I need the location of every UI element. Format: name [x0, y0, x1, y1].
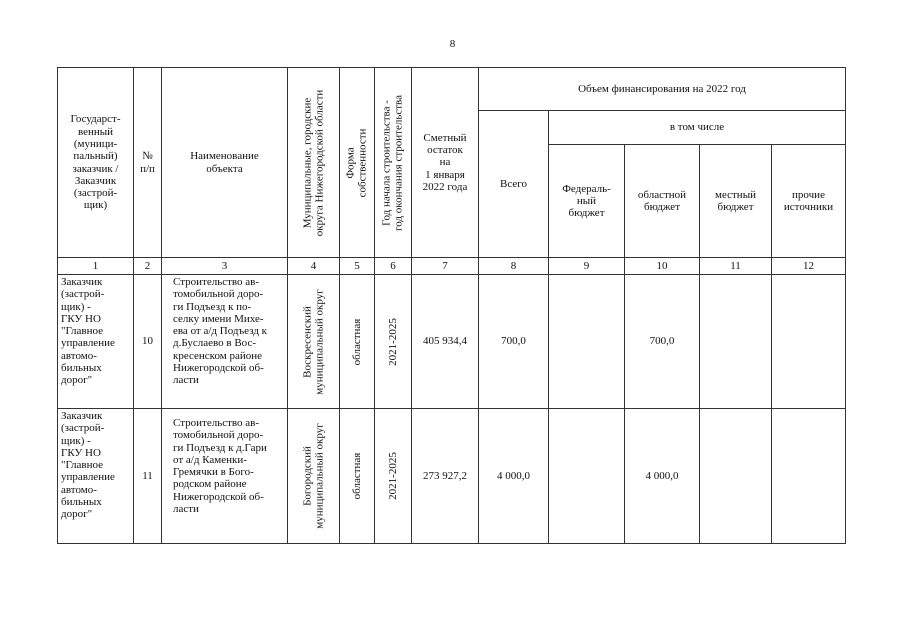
- row-customer-text: Заказчик (застрой- щик) - ГКУ НО "Главное управление автомо- бильных дорог": [61, 276, 115, 387]
- row-total: 4 000,0: [479, 409, 549, 544]
- header-including: в том числе: [669, 121, 725, 134]
- column-number: 11: [700, 258, 772, 275]
- row-balance: 273 927,2: [412, 409, 479, 544]
- financing-table: [57, 67, 846, 544]
- row-object-name-text: Строительство ав- томобильной доро- ги Подъезд к по- селку имени Михе- ева от а/д Подъезд к д.Буслаево в Вос- кресенском районе Нижегородской об- ласти: [173, 276, 268, 387]
- header-total: Всего: [500, 177, 527, 190]
- row-no: 10: [134, 275, 162, 409]
- row-customer: [58, 275, 134, 409]
- header-local-cell: [700, 145, 772, 258]
- header-object-name: Наименование объекта: [190, 150, 259, 175]
- row-regional: 4 000,0: [625, 409, 700, 544]
- row-years: [375, 409, 412, 544]
- row-ownership: [340, 275, 375, 409]
- row-federal: [549, 275, 625, 409]
- row-object-name-text: Строительство ав- томобильной доро- ги Подъезд к д.Гари от а/д Каменки- Гремячки в Бого- родском районе Нижегородской об- ласти: [173, 417, 267, 516]
- column-number: 5: [340, 258, 375, 275]
- header-no-cell: [134, 68, 162, 258]
- header-federal-cell: [549, 145, 625, 258]
- page-number: 8: [449, 38, 456, 50]
- row-object-name: [162, 409, 288, 544]
- header-regional-cell: [625, 145, 700, 258]
- row-years: [375, 275, 412, 409]
- header-years: Год начала строительства - год окончания строительства: [380, 94, 405, 231]
- row-no: 11: [134, 409, 162, 544]
- header-years-cell: [375, 68, 412, 258]
- column-number: 2: [134, 258, 162, 275]
- row-ownership-text: областная: [350, 452, 363, 500]
- row-customer: [58, 409, 134, 544]
- column-number: 7: [412, 258, 479, 275]
- header-other: прочие источники: [783, 188, 834, 213]
- header-federal: Федераль- ный бюджет: [562, 182, 611, 220]
- row-ownership-text: областная: [350, 318, 363, 365]
- row-total: 700,0: [479, 275, 549, 409]
- table-row: [58, 275, 846, 409]
- row-other: [772, 275, 846, 409]
- header-regional: областной бюджет: [637, 188, 687, 213]
- row-municipality-text: Воскресенский муниципальный округ: [301, 288, 326, 395]
- header-ownership-cell: [340, 68, 375, 258]
- header-customer-cell: [58, 68, 134, 258]
- column-number: 1: [58, 258, 134, 275]
- row-federal: [549, 409, 625, 544]
- header-balance: Сметный остаток на 1 января 2022 года: [422, 131, 468, 193]
- row-municipality-text: Богородский муниципальный округ: [301, 423, 326, 529]
- row-local: [700, 275, 772, 409]
- row-ownership: [340, 409, 375, 544]
- column-number: 9: [549, 258, 625, 275]
- header-customer: Государст- венный (муници- пальный) заказчик / Заказчик (застрой- щик): [70, 113, 121, 212]
- row-years-text: 2021-2025: [386, 452, 399, 500]
- row-municipality: [288, 275, 340, 409]
- column-number: 8: [479, 258, 549, 275]
- column-number: 6: [375, 258, 412, 275]
- header-including-cell: [549, 111, 846, 145]
- header-municipality-cell: [288, 68, 340, 258]
- row-customer-text: Заказчик (застрой- щик) - ГКУ НО "Главное управление автомо- бильных дорог": [61, 410, 115, 521]
- header-other-cell: [772, 145, 846, 258]
- row-years-text: 2021-2025: [386, 317, 399, 366]
- header-ownership: Форма собственности: [344, 128, 369, 197]
- column-number: 12: [772, 258, 846, 275]
- row-balance: 405 934,4: [412, 275, 479, 409]
- column-number: 10: [625, 258, 700, 275]
- header-total-cell: [479, 111, 549, 258]
- header-municipality: Муниципальные, городские округа Нижегородской области: [301, 89, 326, 236]
- column-number: 3: [162, 258, 288, 275]
- row-regional: 700,0: [625, 275, 700, 409]
- header-no: № п/п: [140, 150, 155, 175]
- header-object-name-cell: [162, 68, 288, 258]
- row-municipality: [288, 409, 340, 544]
- header-financing-cell: [479, 68, 846, 111]
- row-object-name: [162, 275, 288, 409]
- row-local: [700, 409, 772, 544]
- column-numbers-row: [58, 258, 846, 275]
- header-financing: Объем финансирования на 2022 год: [578, 82, 746, 95]
- column-number: 4: [288, 258, 340, 275]
- header-local: местный бюджет: [715, 188, 756, 213]
- table-row: [58, 409, 846, 544]
- row-other: [772, 409, 846, 544]
- header-balance-cell: [412, 68, 479, 258]
